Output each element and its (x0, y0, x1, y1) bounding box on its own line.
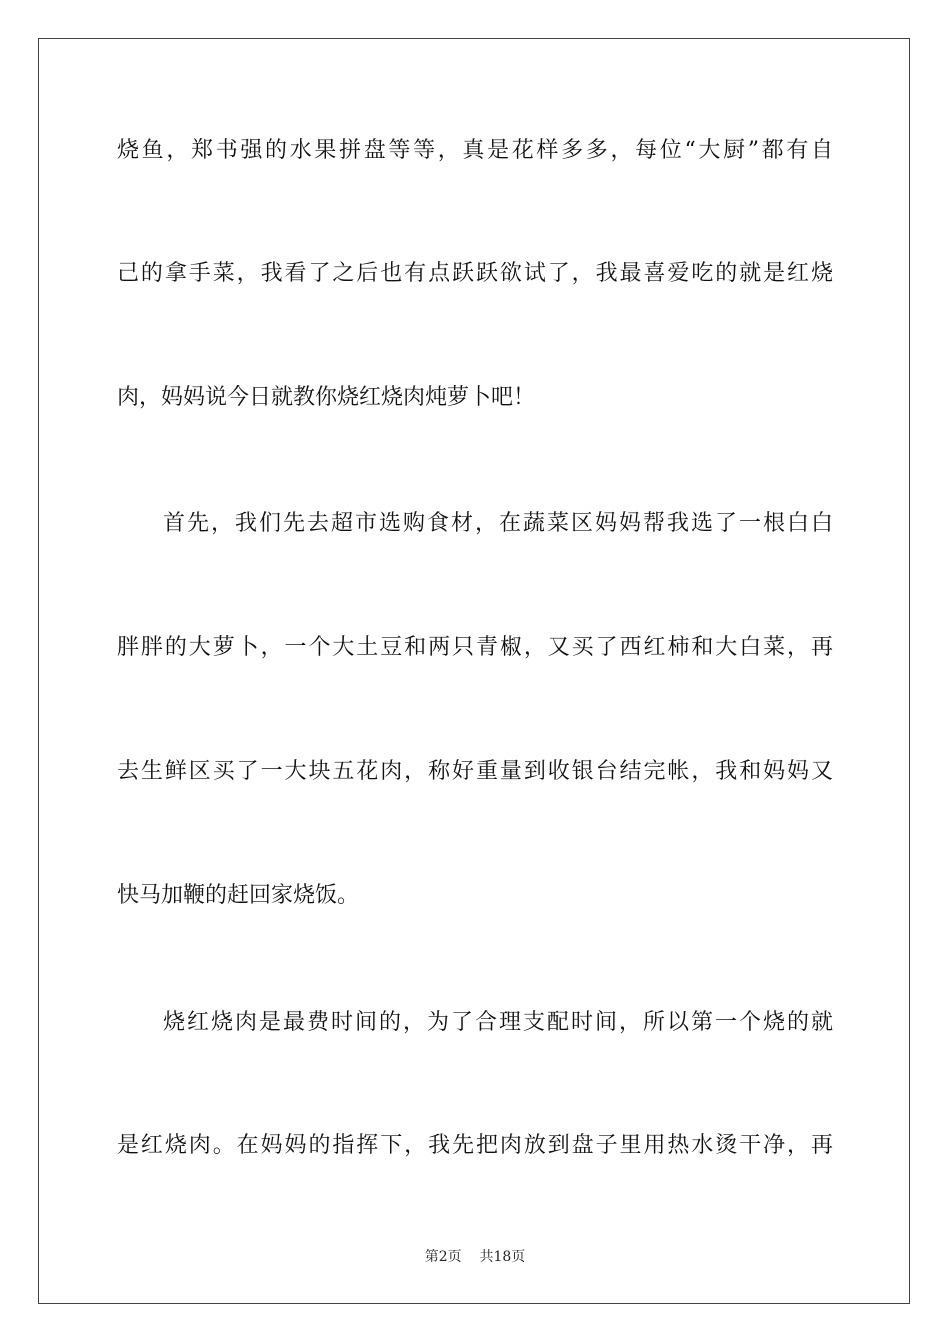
paragraph-line-7: 快马加鞭的赶回家烧饭。 (117, 883, 360, 908)
paragraph-line-1: 烧鱼，郑书强的水果拼盘等等，真是花样多多，每位“大厨”都有自 (117, 138, 833, 163)
paragraph-line-9: 是红烧肉。在妈妈的指挥下，我先把肉放到盘子里用热水烫干净，再 (117, 1133, 833, 1158)
page-footer (0, 1248, 950, 1266)
page-border (38, 38, 910, 1304)
paragraph-line-8: 烧红烧肉是最费时间的，为了合理支配时间，所以第一个烧的就 (163, 1010, 833, 1035)
paragraph-line-5: 胖胖的大萝卜，一个大土豆和两只青椒，又买了西红柿和大白菜，再 (117, 635, 833, 660)
page-number: 第2页 (424, 1249, 462, 1265)
page-total: 共18页 (479, 1249, 526, 1265)
paragraph-line-3: 肉，妈妈说今日就教你烧红烧肉炖萝卜吧！ (117, 385, 536, 410)
paragraph-line-6: 去生鲜区买了一大块五花肉，称好重量到收银台结完帐，我和妈妈又 (117, 759, 833, 784)
paragraph-line-4: 首先，我们先去超市选购食材，在蔬菜区妈妈帮我选了一根白白 (163, 511, 833, 536)
paragraph-line-2: 己的拿手菜，我看了之后也有点跃跃欲试了，我最喜爱吃的就是红烧 (117, 261, 833, 286)
